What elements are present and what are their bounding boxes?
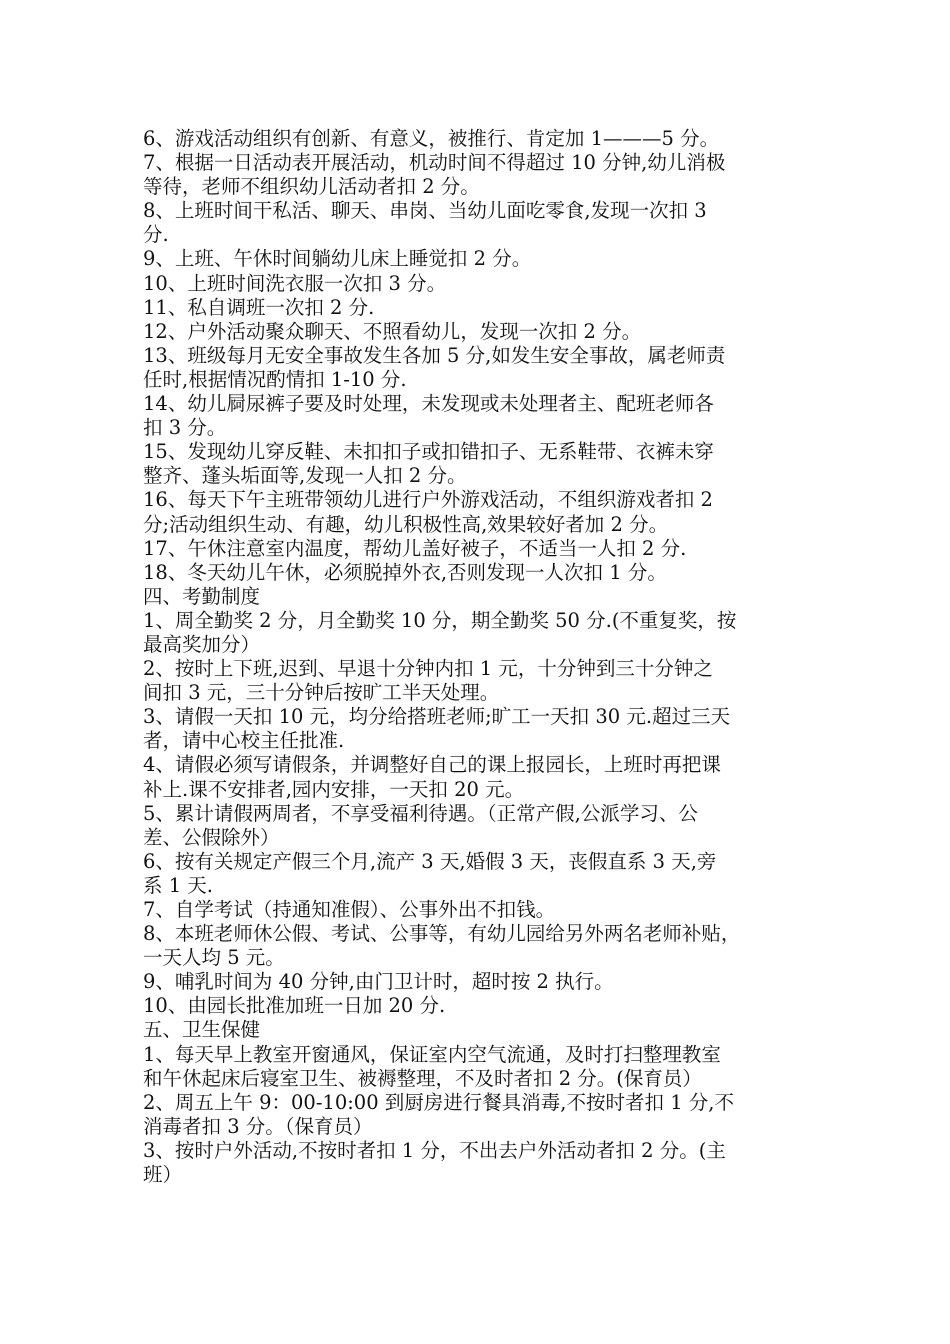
- text-line: 最高奖加分）: [143, 632, 261, 656]
- text-line: 一天人均 5 元。: [143, 946, 285, 970]
- text-line: 10、上班时间洗衣服一次扣 3 分。: [143, 271, 447, 295]
- text-line: 6、按有关规定产假三个月,流产 3 天,婚假 3 天，丧假直系 3 天,旁: [143, 849, 717, 873]
- text-line: 差、公假除外）: [143, 825, 280, 849]
- text-line: 1、每天早上教室开窗通风，保证室内空气流通，及时打扫整理教室: [143, 1042, 721, 1066]
- text-line: 8、上班时间干私活、聊天、串岗、当幼儿面吃零食,发现一次扣 3: [143, 199, 707, 223]
- text-line: 7、根据一日活动表开展活动，机动时间不得超过 10 分钟,幼儿消极: [143, 151, 726, 175]
- text-line: 5、累计请假两周者，不享受福利待遇。（正常产假,公派学习、公: [143, 801, 698, 825]
- document-body: [143, 127, 815, 1187]
- text-line: 12、户外活动聚众聊天、不照看幼儿，发现一次扣 2 分。: [143, 319, 642, 343]
- text-line: 11、私自调班一次扣 2 分.: [143, 295, 375, 319]
- text-line: 补上.课不安排者,园内安排，一天扣 20 元。: [143, 777, 525, 801]
- text-line: 13、班级每月无安全事故发生各加 5 分,如发生安全事故，属老师责: [143, 343, 726, 367]
- text-line: 7、自学考试（持通知准假）、公事外出不扣钱。: [143, 898, 556, 921]
- text-line: 6、游戏活动组织有创新、有意义，被推行、肯定加 1———5 分。: [143, 127, 720, 150]
- text-line: 3、按时户外活动,不按时者扣 1 分，不出去户外活动者扣 2 分。(主: [143, 1138, 726, 1162]
- text-line: 系 1 天.: [143, 873, 214, 897]
- text-line: 9、上班、午休时间躺幼儿床上睡觉扣 2 分。: [143, 247, 532, 271]
- text-line: 等待，老师不组织幼儿活动者扣 2 分。: [143, 175, 480, 199]
- text-line: 8、本班老师休公假、考试、公事等，有幼儿园给另外两名老师补贴，: [143, 922, 741, 946]
- text-line: 15、发现幼儿穿反鞋、未扣扣子或扣错扣子、无系鞋带、衣裤未穿: [143, 440, 714, 464]
- text-line: 和午休起床后寝室卫生、被褥整理，不及时者扣 2 分。(保育员）: [143, 1066, 702, 1090]
- text-line: 17、午休注意室内温度，帮幼儿盖好被子，不适当一人扣 2 分.: [143, 536, 687, 560]
- text-line: 整齐、蓬头垢面等,发现一人扣 2 分。: [143, 464, 467, 488]
- text-line: 班）: [143, 1163, 183, 1187]
- text-line: 消毒者扣 3 分。（保育员）: [143, 1114, 373, 1138]
- text-line: 2、按时上下班,迟到、早退十分钟内扣 1 元，十分钟到三十分钟之: [143, 657, 713, 681]
- text-line: 分.: [143, 223, 169, 247]
- text-line: 任时,根据情况酌情扣 1-10 分.: [143, 367, 407, 391]
- text-line: 扣 3 分。: [143, 416, 227, 440]
- section-heading: 五、卫生保健: [143, 1018, 261, 1042]
- text-line: 9、哺乳时间为 40 分钟,由门卫计时，超时按 2 执行。: [143, 970, 614, 994]
- text-line: 间扣 3 元，三十分钟后按旷工半天处理。: [143, 681, 500, 705]
- text-line: 4、请假必须写请假条，并调整好自己的课上报园长，上班时再把课: [143, 753, 721, 777]
- text-line: 10、由园长批准加班一日加 20 分.: [143, 994, 446, 1018]
- text-line: 18、冬天幼儿午休，必须脱掉外衣,否则发现一人次扣 1 分。: [143, 560, 667, 584]
- text-line: 2、周五上午 9：00-10:00 到厨房进行餐具消毒,不按时者扣 1 分,不: [143, 1090, 735, 1114]
- text-line: 16、每天下午主班带领幼儿进行户外游戏活动，不组织游戏者扣 2: [143, 488, 713, 512]
- text-line: 14、幼儿屙尿裤子要及时处理，未发现或未处理者主、配班老师各: [143, 392, 714, 416]
- text-line: 分;活动组织生动、有趣，幼儿积极性高,效果较好者加 2 分。: [143, 512, 669, 536]
- text-line: 1、周全勤奖 2 分，月全勤奖 10 分，期全勤奖 50 分.(不重复奖，按: [143, 608, 737, 632]
- section-heading: 四、考勤制度: [143, 584, 261, 608]
- text-line: 3、请假一天扣 10 元，均分给搭班老师;旷工一天扣 30 元.超过三天: [143, 705, 731, 729]
- text-line: 者，请中心校主任批准.: [143, 729, 345, 753]
